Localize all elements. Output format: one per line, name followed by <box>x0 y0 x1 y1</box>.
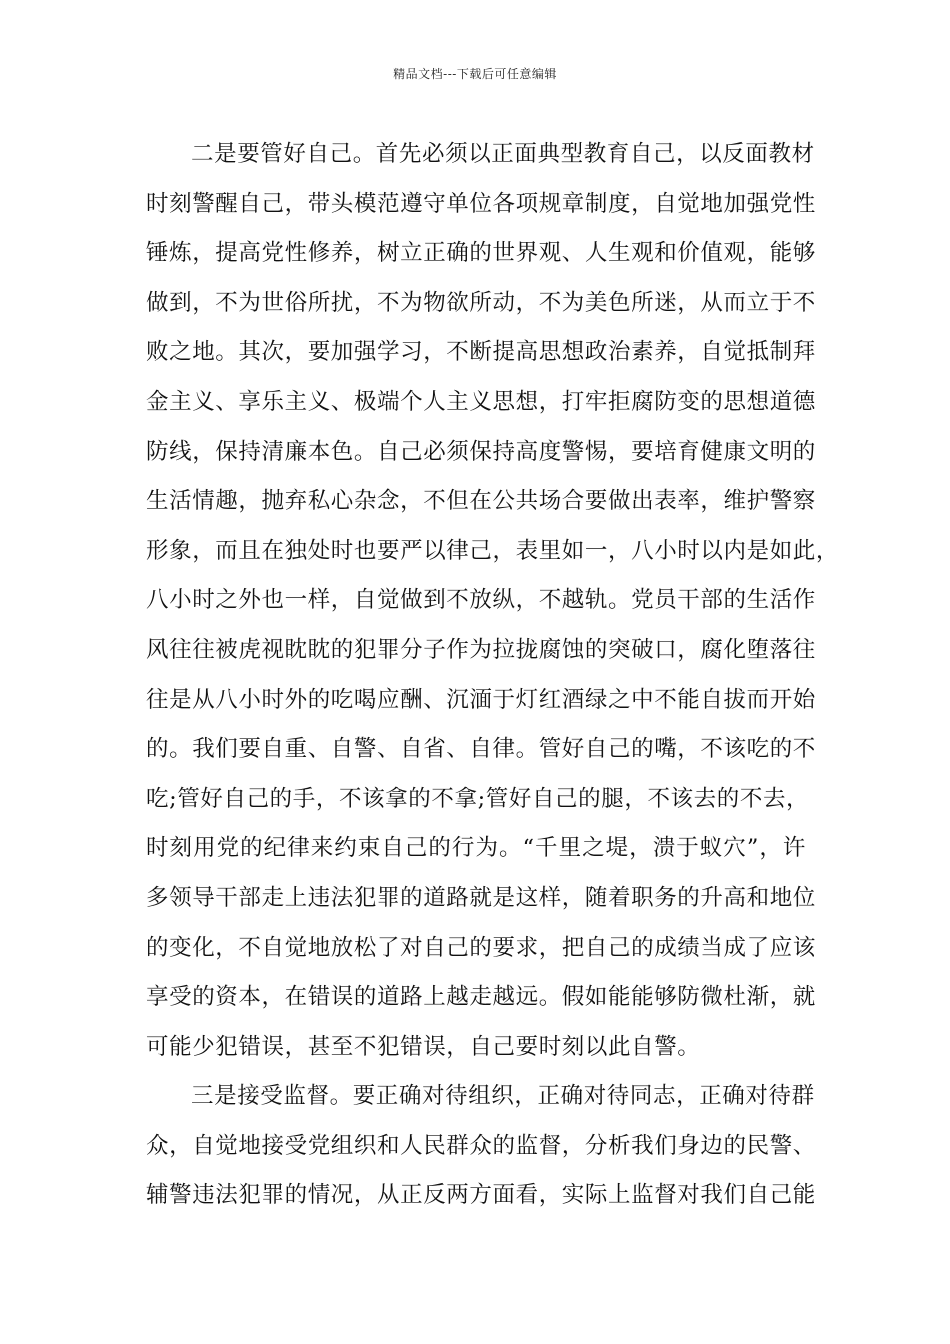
text-line: 时刻用党的纪律来约束自己的行为。“千里之堤，溃于蚁穴”，许 <box>146 835 806 862</box>
text-line: 辅警违法犯罪的情况，从正反两方面看，实际上监督对我们自己能 <box>146 1182 816 1209</box>
text-line: 众，自觉地接受党组织和人民群众的监督，分析我们身边的民警、 <box>146 1132 816 1159</box>
text-line: 做到，不为世俗所扰，不为物欲所动，不为美色所迷，从而立于不 <box>146 289 816 316</box>
text-line: 风往往被虎视眈眈的犯罪分子作为拉拢腐蚀的突破口，腐化堕落往 <box>146 636 816 663</box>
paragraph-accept-supervision <box>146 1072 816 1221</box>
text-line: 败之地。其次，要加强学习，不断提高思想政治素养，自觉抵制拜 <box>146 339 816 366</box>
paragraph-manage-self <box>146 130 840 1072</box>
text-line: 三是接受监督。要正确对待组织，正确对待同志，正确对待群 <box>191 1083 815 1110</box>
text-line: 可能少犯错误，甚至不犯错误，自己要时刻以此自警。 <box>146 1033 701 1060</box>
text-line: 二是要管好自己。首先必须以正面典型教育自己，以反面教材 <box>191 141 815 167</box>
text-line: 防线，保持清廉本色。自己必须保持高度警惕，要培育健康文明的 <box>146 438 816 465</box>
text-line: 时刻警醒自己，带头模范遵守单位各项规章制度，自觉地加强党性 <box>146 190 816 217</box>
text-line: 往是从八小时外的吃喝应酬、沉湎于灯红酒绿之中不能自拔而开始 <box>146 686 816 713</box>
text-line: 八小时之外也一样，自觉做到不放纵，不越轨。党员干部的生活作 <box>146 587 816 614</box>
text-line: 形象，而且在独处时也要严以律己，表里如一，八小时以内是如此， <box>146 537 840 564</box>
text-line: 吃;管好自己的手，不该拿的不拿;管好自己的腿，不该去的不去， <box>146 785 810 812</box>
text-line: 金主义、享乐主义、极端个人主义思想，打牢拒腐防变的思想道德 <box>146 388 816 415</box>
text-line: 锤炼，提高党性修养，树立正确的世界观、人生观和价值观，能够 <box>146 240 816 267</box>
text-line: 生活情趣，抛弃私心杂念，不但在公共场合要做出表率，维护警察 <box>146 488 816 515</box>
text-line: 的变化，不自觉地放松了对自己的要求，把自己的成绩当成了应该 <box>146 934 816 961</box>
page-header: 精品文档---下载后可任意编辑 <box>393 67 557 81</box>
text-line: 享受的资本，在错误的道路上越走越远。假如能能够防微杜渐，就 <box>146 984 816 1011</box>
text-line: 多领导干部走上违法犯罪的道路就是这样，随着职务的升高和地位 <box>146 884 816 911</box>
document-body <box>146 130 840 1221</box>
text-line: 的。我们要自重、自警、自省、自律。管好自己的嘴，不该吃的不 <box>146 736 816 763</box>
